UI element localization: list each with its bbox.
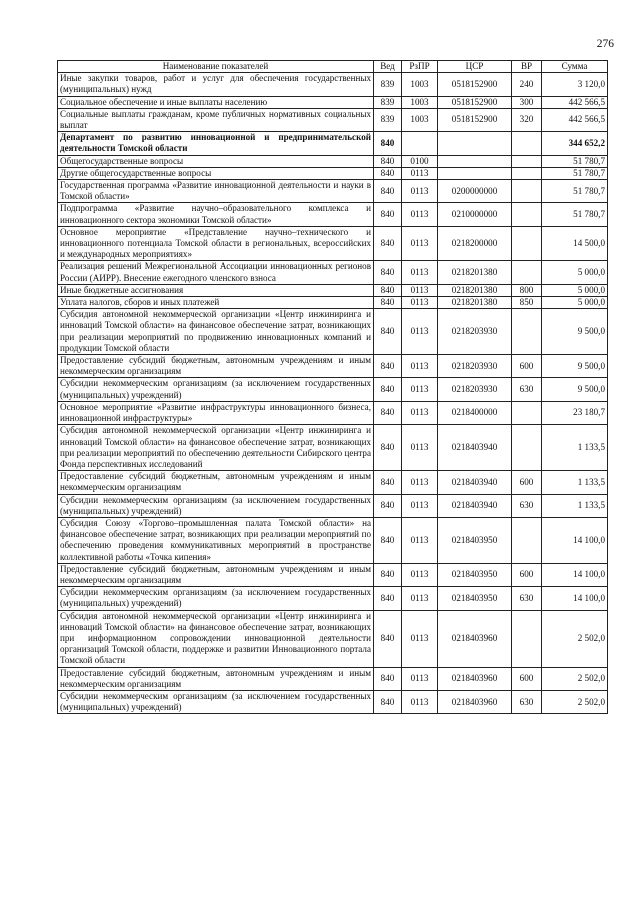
row-sum: 51 780,7 xyxy=(542,180,608,203)
table-row xyxy=(58,471,608,494)
table-row xyxy=(58,297,608,309)
row-csr: 0218403960 xyxy=(438,610,512,667)
row-ved: 840 xyxy=(374,167,402,179)
row-ved: 840 xyxy=(374,309,402,355)
row-rzpr: 0113 xyxy=(402,425,438,471)
row-csr: 0218203930 xyxy=(438,378,512,401)
row-ved: 840 xyxy=(374,401,402,424)
row-csr: 0218203930 xyxy=(438,309,512,355)
row-name: Субсидии некоммерческим организациям (за исключением государственных (муниципальных) учреждений) xyxy=(58,378,374,401)
row-vr: 850 xyxy=(512,297,542,309)
row-vr: 600 xyxy=(512,471,542,494)
row-sum: 5 000,0 xyxy=(542,261,608,284)
table-row xyxy=(58,180,608,203)
row-ved: 839 xyxy=(374,108,402,131)
row-sum: 2 502,0 xyxy=(542,690,608,713)
row-csr: 0218403940 xyxy=(438,471,512,494)
row-name: Другие общегосударственные вопросы xyxy=(58,167,374,179)
row-ved: 840 xyxy=(374,517,402,563)
row-csr: 0218403940 xyxy=(438,494,512,517)
row-rzpr: 0113 xyxy=(402,610,438,667)
row-vr: 300 xyxy=(512,96,542,108)
row-sum: 9 500,0 xyxy=(542,309,608,355)
row-vr xyxy=(512,610,542,667)
row-sum: 442 566,5 xyxy=(542,108,608,131)
row-rzpr: 0113 xyxy=(402,309,438,355)
table-row xyxy=(58,261,608,284)
row-csr: 0218403950 xyxy=(438,587,512,610)
row-vr xyxy=(512,401,542,424)
table-row xyxy=(58,355,608,378)
row-rzpr: 0113 xyxy=(402,587,438,610)
row-csr: 0518152900 xyxy=(438,73,512,96)
row-csr: 0218403940 xyxy=(438,425,512,471)
row-vr: 320 xyxy=(512,108,542,131)
row-name: Субсидии некоммерческим организациям (за исключением государственных (муниципальных) учреждений) xyxy=(58,690,374,713)
row-sum: 2 502,0 xyxy=(542,610,608,667)
row-name: Субсидии некоммерческим организациям (за исключением государственных (муниципальных) учреждений) xyxy=(58,494,374,517)
header-sum: Сумма xyxy=(542,61,608,73)
row-ved: 840 xyxy=(374,563,402,586)
row-sum: 14 100,0 xyxy=(542,517,608,563)
row-rzpr: 0113 xyxy=(402,180,438,203)
row-vr xyxy=(512,155,542,167)
row-rzpr: 0113 xyxy=(402,226,438,261)
row-sum: 5 000,0 xyxy=(542,297,608,309)
row-sum: 9 500,0 xyxy=(542,378,608,401)
row-csr: 0210000000 xyxy=(438,203,512,226)
header-vr: ВР xyxy=(512,61,542,73)
row-sum: 9 500,0 xyxy=(542,355,608,378)
row-vr: 630 xyxy=(512,587,542,610)
row-rzpr: 1003 xyxy=(402,73,438,96)
row-rzpr: 1003 xyxy=(402,96,438,108)
table-row xyxy=(58,155,608,167)
row-ved: 840 xyxy=(374,425,402,471)
row-ved: 840 xyxy=(374,355,402,378)
row-name: Социальные выплаты гражданам, кроме публичных нормативных социальных выплат xyxy=(58,108,374,131)
row-rzpr xyxy=(402,132,438,155)
table-row xyxy=(58,203,608,226)
row-name: Субсидии некоммерческим организациям (за исключением государственных (муниципальных) учреждений) xyxy=(58,587,374,610)
row-sum: 51 780,7 xyxy=(542,155,608,167)
row-name: Предоставление субсидий бюджетным, автономным учреждениям и иным некоммерческим организациям xyxy=(58,667,374,690)
row-vr: 600 xyxy=(512,667,542,690)
row-vr xyxy=(512,226,542,261)
row-vr: 600 xyxy=(512,355,542,378)
row-vr xyxy=(512,167,542,179)
row-csr: 0518152900 xyxy=(438,108,512,131)
row-sum: 51 780,7 xyxy=(542,167,608,179)
row-ved: 840 xyxy=(374,132,402,155)
row-name: Основное мероприятие «Представление научно–технического и инновационного потенциала Томской области в региональных, всероссийских и международных мероприятиях» xyxy=(58,226,374,261)
table-row xyxy=(58,667,608,690)
page-number: 276 xyxy=(596,38,614,50)
row-sum: 1 133,5 xyxy=(542,494,608,517)
row-name: Уплата налогов, сборов и иных платежей xyxy=(58,297,374,309)
row-csr: 0218201380 xyxy=(438,261,512,284)
table-row xyxy=(58,517,608,563)
budget-table xyxy=(57,60,608,714)
header-rzpr: РзПР xyxy=(402,61,438,73)
row-rzpr: 1003 xyxy=(402,108,438,131)
row-sum: 14 100,0 xyxy=(542,587,608,610)
row-name: Подпрограмма «Развитие научно–образовательного комплекса и инновационного сектора экономики Томской области» xyxy=(58,203,374,226)
row-csr: 0218201380 xyxy=(438,284,512,296)
header-name: Наименование показателей xyxy=(58,61,374,73)
table-header-row xyxy=(58,61,608,73)
row-vr: 630 xyxy=(512,690,542,713)
table-row xyxy=(58,284,608,296)
row-name: Департамент по развитию инновационной и предпринимательской деятельности Томской области xyxy=(58,132,374,155)
row-csr: 0218403960 xyxy=(438,690,512,713)
row-ved: 840 xyxy=(374,180,402,203)
row-vr: 630 xyxy=(512,494,542,517)
row-rzpr: 0113 xyxy=(402,261,438,284)
table-body xyxy=(58,73,608,714)
table-row xyxy=(58,610,608,667)
row-csr: 0218400000 xyxy=(438,401,512,424)
row-name: Предоставление субсидий бюджетным, автономным учреждениям и иным некоммерческим организациям xyxy=(58,563,374,586)
table-row xyxy=(58,690,608,713)
row-sum: 5 000,0 xyxy=(542,284,608,296)
row-ved: 840 xyxy=(374,587,402,610)
row-rzpr: 0113 xyxy=(402,284,438,296)
row-rzpr: 0113 xyxy=(402,517,438,563)
row-vr: 630 xyxy=(512,378,542,401)
row-rzpr: 0113 xyxy=(402,297,438,309)
row-sum: 1 133,5 xyxy=(542,425,608,471)
table-row xyxy=(58,132,608,155)
row-name: Государственная программа «Развитие инновационной деятельности и науки в Томской области» xyxy=(58,180,374,203)
table-row xyxy=(58,96,608,108)
row-sum: 442 566,5 xyxy=(542,96,608,108)
row-ved: 840 xyxy=(374,690,402,713)
row-rzpr: 0113 xyxy=(402,667,438,690)
row-vr xyxy=(512,180,542,203)
row-csr xyxy=(438,167,512,179)
row-vr: 600 xyxy=(512,563,542,586)
row-rzpr: 0113 xyxy=(402,563,438,586)
row-sum: 51 780,7 xyxy=(542,203,608,226)
row-sum: 23 180,7 xyxy=(542,401,608,424)
row-ved: 840 xyxy=(374,261,402,284)
row-ved: 840 xyxy=(374,203,402,226)
header-csr: ЦСР xyxy=(438,61,512,73)
row-sum: 1 133,5 xyxy=(542,471,608,494)
table-row xyxy=(58,73,608,96)
table-row xyxy=(58,401,608,424)
row-vr xyxy=(512,309,542,355)
row-csr: 0218403960 xyxy=(438,667,512,690)
table-row xyxy=(58,563,608,586)
row-ved: 840 xyxy=(374,610,402,667)
row-sum: 14 100,0 xyxy=(542,563,608,586)
row-ved: 840 xyxy=(374,284,402,296)
table-row xyxy=(58,167,608,179)
row-vr xyxy=(512,132,542,155)
row-vr: 800 xyxy=(512,284,542,296)
row-vr xyxy=(512,203,542,226)
row-csr: 0218203930 xyxy=(438,355,512,378)
table-row xyxy=(58,108,608,131)
row-rzpr: 0113 xyxy=(402,355,438,378)
row-name: Предоставление субсидий бюджетным, автономным учреждениям и иным некоммерческим организациям xyxy=(58,471,374,494)
row-name: Общегосударственные вопросы xyxy=(58,155,374,167)
table-row xyxy=(58,494,608,517)
row-rzpr: 0113 xyxy=(402,378,438,401)
table-row xyxy=(58,226,608,261)
row-name: Субсидия Союзу «Торгово–промышленная палата Томской области» на финансовое обеспечение затрат, возникающих при реализации мероприятий по обеспечению проведения коммуникативных мероприятий в пространстве коллективной работы «Точка кипения» xyxy=(58,517,374,563)
row-rzpr: 0113 xyxy=(402,471,438,494)
row-ved: 840 xyxy=(374,471,402,494)
table-row xyxy=(58,309,608,355)
row-sum: 14 500,0 xyxy=(542,226,608,261)
row-csr: 0218403950 xyxy=(438,517,512,563)
row-name: Иные закупки товаров, работ и услуг для обеспечения государственных (муниципальных) нужд xyxy=(58,73,374,96)
row-rzpr: 0113 xyxy=(402,494,438,517)
row-ved: 840 xyxy=(374,226,402,261)
row-ved: 840 xyxy=(374,155,402,167)
row-ved: 839 xyxy=(374,96,402,108)
row-rzpr: 0113 xyxy=(402,690,438,713)
row-ved: 840 xyxy=(374,378,402,401)
row-csr: 0518152900 xyxy=(438,96,512,108)
row-sum: 2 502,0 xyxy=(542,667,608,690)
row-csr: 0218200000 xyxy=(438,226,512,261)
row-sum: 344 652,2 xyxy=(542,132,608,155)
row-name: Предоставление субсидий бюджетным, автономным учреждениям и иным некоммерческим организациям xyxy=(58,355,374,378)
table-row xyxy=(58,587,608,610)
row-rzpr: 0113 xyxy=(402,401,438,424)
row-sum: 3 120,0 xyxy=(542,73,608,96)
row-vr xyxy=(512,425,542,471)
table-row xyxy=(58,425,608,471)
row-name: Иные бюджетные ассигнования xyxy=(58,284,374,296)
row-name: Субсидия автономной некоммерческой организации «Центр инжиниринга и инноваций Томской области» на финансовое обеспечение затрат, возникающих при информационном сопровождении инновационной деятельности организаций Томской области, поддержке и развитии Инновационного портала Томской области xyxy=(58,610,374,667)
row-csr xyxy=(438,132,512,155)
row-csr: 0218403950 xyxy=(438,563,512,586)
row-ved: 840 xyxy=(374,667,402,690)
row-csr: 0218201380 xyxy=(438,297,512,309)
row-ved: 840 xyxy=(374,494,402,517)
row-ved: 839 xyxy=(374,73,402,96)
row-name: Социальное обеспечение и иные выплаты населению xyxy=(58,96,374,108)
row-name: Основное мероприятие «Развитие инфраструктуры инновационного бизнеса, инновационной инфраструктуры» xyxy=(58,401,374,424)
header-ved: Вед xyxy=(374,61,402,73)
row-name: Субсидия автономной некоммерческой организации «Центр инжиниринга и инноваций Томской области» на финансовое обеспечение затрат, возникающих при реализации мероприятий по обеспечению деятельности Сибирского центра Фонда перспективных исследований xyxy=(58,425,374,471)
row-csr xyxy=(438,155,512,167)
row-name: Реализация решений Межрегиональной Ассоциации инновационных регионов России (АИРР). Внесение ежегодного членского взноса xyxy=(58,261,374,284)
table-row xyxy=(58,378,608,401)
row-rzpr: 0113 xyxy=(402,203,438,226)
row-vr xyxy=(512,517,542,563)
row-rzpr: 0113 xyxy=(402,167,438,179)
row-rzpr: 0100 xyxy=(402,155,438,167)
row-ved: 840 xyxy=(374,297,402,309)
row-vr xyxy=(512,261,542,284)
row-csr: 0200000000 xyxy=(438,180,512,203)
row-vr: 240 xyxy=(512,73,542,96)
row-name: Субсидия автономной некоммерческой организации «Центр инжиниринга и инноваций Томской области» на финансовое обеспечение затрат, возникающих при реализации мероприятий по продвижению инновационных компаний и продукции Томской области xyxy=(58,309,374,355)
